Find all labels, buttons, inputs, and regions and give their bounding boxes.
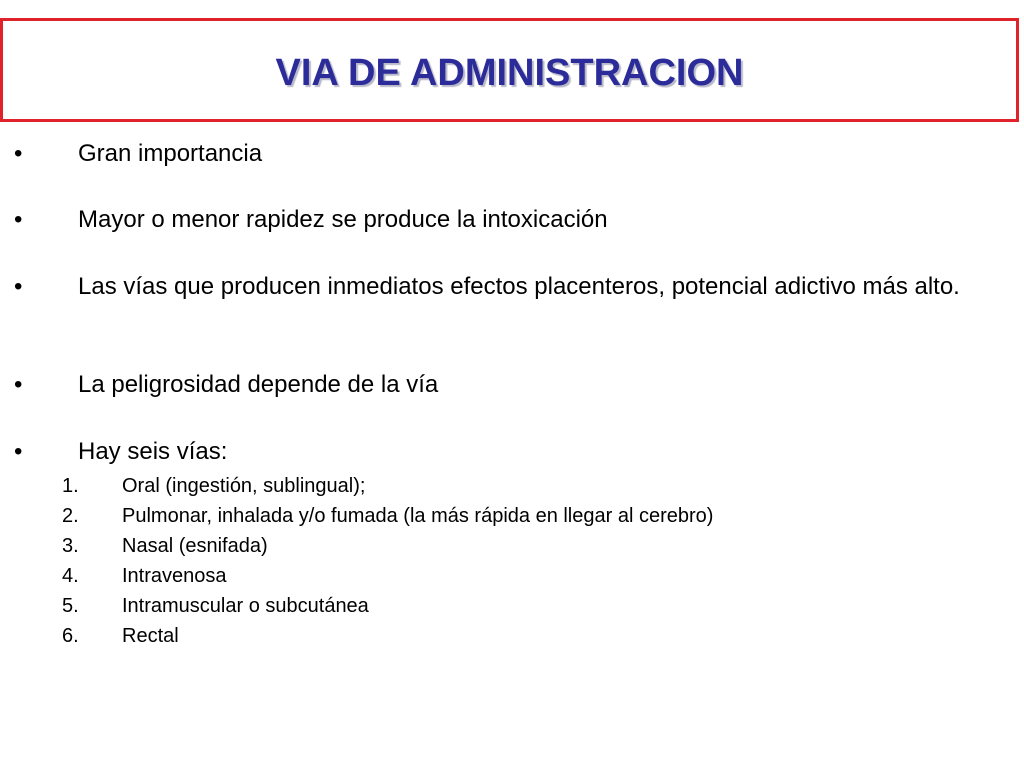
bullet-text: Las vías que producen inmediatos efectos placenteros, potencial adictivo más alto. [78,273,960,300]
bullet-icon: • [14,206,23,233]
item-text: Nasal (esnifada) [122,535,268,557]
item-number: 3. [62,535,79,557]
bullet-text: Gran importancia [78,140,263,167]
slide-title: VIA DE ADMINISTRACION [275,51,744,94]
item-number: 1. [62,475,79,497]
title-box [0,18,1019,122]
bullet-icon: • [14,273,23,300]
item-text: Oral (ingestión, sublingual); [122,475,366,497]
item-text: Rectal [122,625,179,647]
item-number: 5. [62,595,79,617]
bullet-icon: • [14,371,23,398]
bullet-text: Hay seis vías: [78,438,228,465]
item-text: Intramuscular o subcutánea [122,595,369,617]
item-number: 2. [62,505,79,527]
item-number: 6. [62,625,79,647]
item-number: 4. [62,565,79,587]
bullet-icon: • [14,438,23,465]
item-text: Pulmonar, inhalada y/o fumada (la más rápida en llegar al cerebro) [122,505,714,527]
bullet-text: Mayor o menor rapidez se produce la intoxicación [78,206,608,233]
bullet-icon: • [14,140,23,167]
bullet-text: La peligrosidad depende de la vía [78,371,439,398]
item-text: Intravenosa [122,565,227,587]
